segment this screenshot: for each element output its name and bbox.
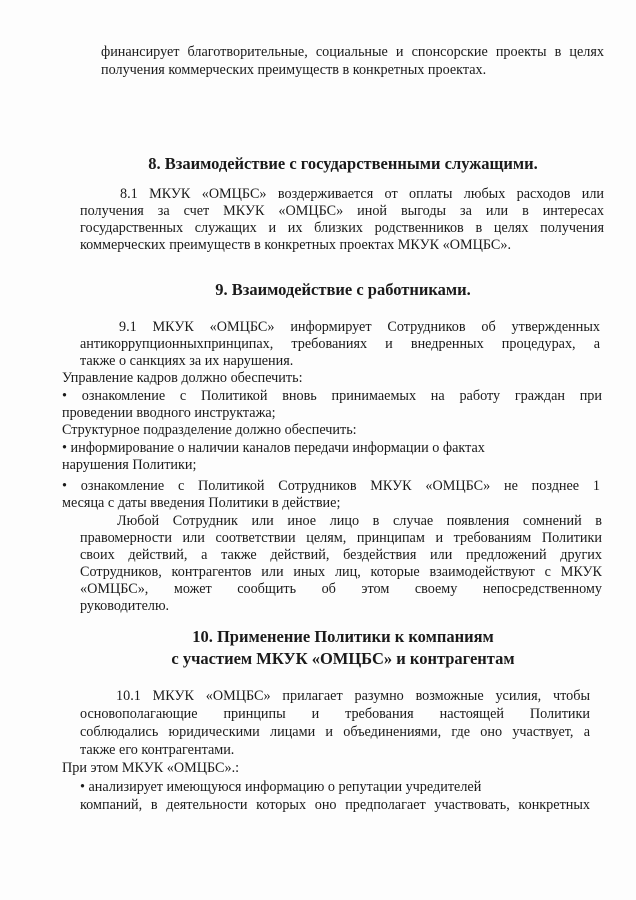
s9-line-9: нарушения Политики; [62, 457, 197, 473]
top-line-2: получения коммерческих преимуществ в конкретных проектах. [101, 62, 487, 78]
top-line-1: финансирует благотворительные, социальные и спонсорские проекты в целях [101, 44, 604, 60]
s10-line-7: компаний, в деятельности которых оно предполагает участвовать, конкретных [80, 797, 590, 813]
s9-line-4: Управление кадров должно обеспечить: [62, 370, 303, 386]
s9-line-1: 9.1 МКУК «ОМЦБС» информирует Сотрудников об утвержденных [119, 319, 600, 335]
s9-line-6: проведении вводного инструктажа; [62, 405, 276, 421]
s9-line-14: своих действий, а также действий, бездействия или предложений других [80, 547, 602, 563]
s9-line-7: Структурное подразделение должно обеспечить: [62, 422, 357, 438]
s10-line-3: соблюдались юридическими лицами и объединениями, где оно участвует, а [80, 724, 590, 740]
s10-line-5: При этом МКУК «ОМЦБС».: [62, 760, 240, 776]
s9-line-13: правомерности или соответствии целям, принципам и требованиям Политики [80, 530, 602, 546]
section-9-heading: 9. Взаимодействие с работниками. [215, 280, 471, 299]
s9-line-8: • информирование о наличии каналов передачи информации о фактах [62, 440, 485, 456]
s9-line-2: антикоррупционныхпринципах, требованиях и внедренных процедурах, а [80, 336, 600, 352]
s9-line-15: Сотрудников, контрагентов или иных лиц, которые взаимодействуют с МКУК [80, 564, 602, 580]
section-10-heading-line-1: 10. Применение Политики к компаниям [192, 627, 494, 646]
s10-line-1: 10.1 МКУК «ОМЦБС» прилагает разумно возможные усилия, чтобы [116, 688, 590, 704]
s9-line-10: • ознакомление с Политикой Сотрудников МКУК «ОМЦБС» не позднее 1 [62, 478, 600, 494]
s9-line-16: «ОМЦБС», может сообщить об этом своему непосредственному [80, 581, 602, 597]
s10-line-4: также его контрагентами. [80, 742, 235, 758]
s8-line-2: получения за счет МКУК «ОМЦБС» иной выгоды за или в интересах [80, 203, 604, 219]
s9-line-5: • ознакомление с Политикой вновь принимаемых на работу граждан при [62, 388, 602, 404]
s9-line-17: руководителю. [80, 598, 170, 614]
section-10-heading-line-2: с участием МКУК «ОМЦБС» и контрагентам [171, 649, 515, 668]
s9-line-3: также о санкциях за их нарушения. [80, 353, 294, 369]
s8-line-1: 8.1 МКУК «ОМЦБС» воздерживается от оплаты любых расходов или [120, 186, 604, 202]
s10-line-6: • анализирует имеющуюся информацию о репутации учредителей [80, 779, 482, 795]
s9-line-12: Любой Сотрудник или иное лицо в случае появления сомнений в [117, 513, 602, 529]
section-8-heading: 8. Взаимодействие с государственными служащими. [148, 154, 538, 173]
s9-line-11: месяца с даты введения Политики в действие; [62, 495, 341, 511]
s8-line-4: коммерческих преимуществ в конкретных проектах МКУК «ОМЦБС». [80, 237, 511, 253]
s10-line-2: основополагающие принципы и требования настоящей Политики [80, 706, 590, 722]
s8-line-3: государственных служащих и их близких родственников в целях получения [80, 220, 604, 236]
